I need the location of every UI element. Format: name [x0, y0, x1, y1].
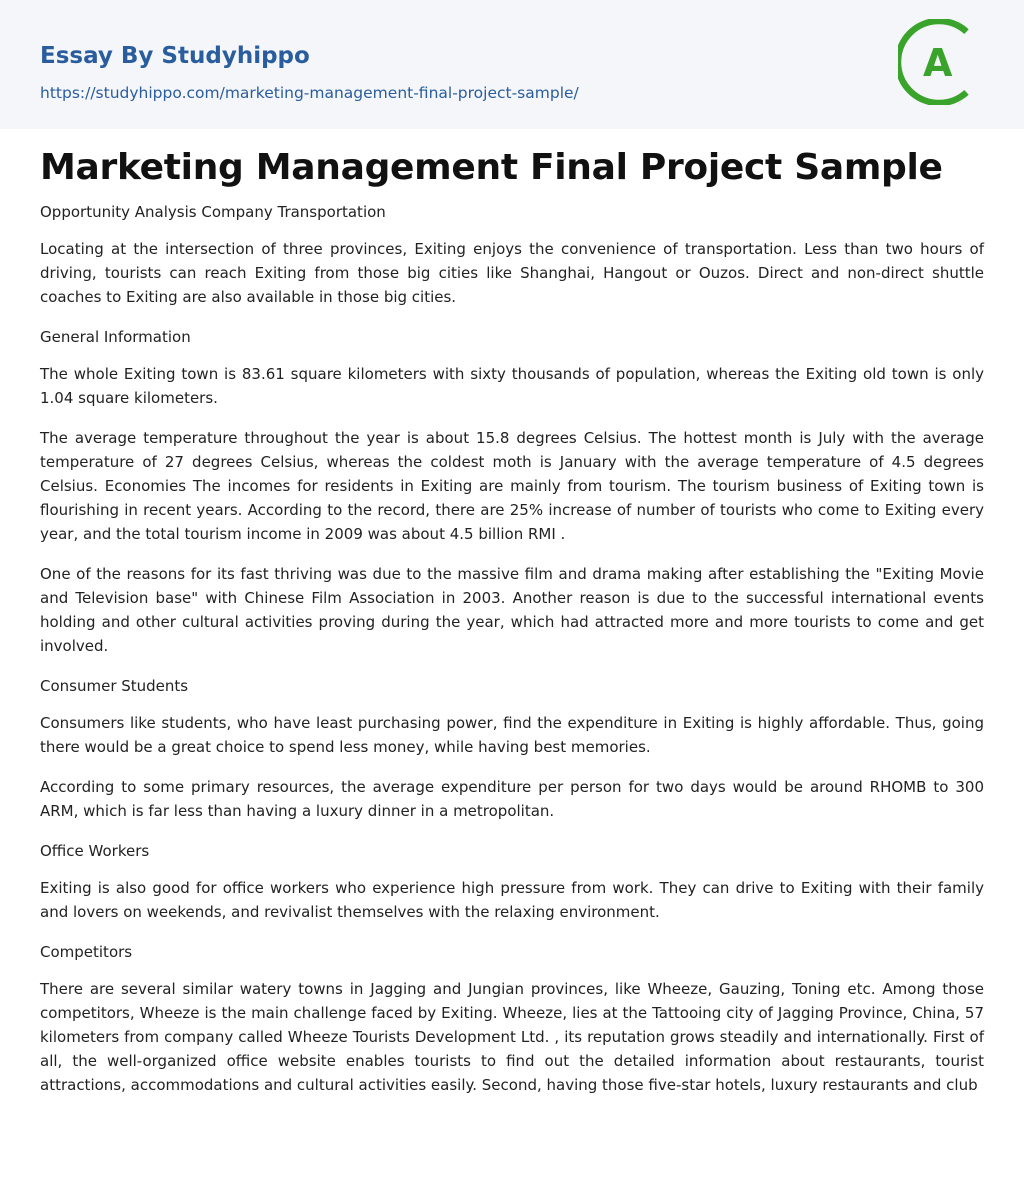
site-header: [0, 0, 1024, 129]
section-heading-general-information: General Information: [40, 328, 191, 346]
page-title: Marketing Management Final Project Sample: [40, 147, 943, 188]
studyhippo-logo-icon[interactable]: [898, 19, 984, 105]
paragraph: One of the reasons for its fast thriving was due to the massive film and drama making after establishing the "Exiting Movie and Television base" with Chinese Film Association in 2003. Another reason is due to the successful international events holding and other cultural activities proving during the year, which had attracted more and more tourists to come and get involved.: [40, 565, 984, 655]
article: [0, 145, 1024, 1097]
source-url-link[interactable]: https://studyhippo.com/marketing-management-final-project-sample/: [40, 84, 579, 102]
paragraph: There are several similar watery towns in Jagging and Jungian provinces, like Wheeze, Gauzing, Toning etc. Among those competitors, Wheeze is the main challenge faced by Exiting. Wheeze, lies at the Tattooing city of Jagging Province, China, 57 kilometers from company called Wheeze Tourists Development Ltd. , its reputation grows steadily and internationally. First of all, the well-organized office website enables tourists to find out the detailed information about restaurants, tourist attractions, accommodations and cultural activities easily. Second, having those five-star hotels, luxury restaurants and club: [40, 980, 984, 1094]
section-heading-office-workers: Office Workers: [40, 842, 150, 860]
paragraph: According to some primary resources, the average expenditure per person for two days would be around RHOMB to 300 ARM, which is far less than having a luxury dinner in a metropolitan.: [40, 778, 984, 820]
paragraph: Consumers like students, who have least purchasing power, find the expenditure in Exiting is highly affordable. Thus, going there would be a great choice to spend less money, while having best memories.: [40, 714, 984, 756]
logo-letter: A: [923, 41, 953, 85]
paragraph: Exiting is also good for office workers who experience high pressure from work. They can drive to Exiting with their family and lovers on weekends, and revivalist themselves with the relaxing environment.: [40, 879, 984, 921]
article-subtitle: Opportunity Analysis Company Transportation: [40, 203, 386, 221]
section-heading-consumer-students: Consumer Students: [40, 677, 189, 695]
paragraph: The whole Exiting town is 83.61 square kilometers with sixty thousands of population, whereas the Exiting old town is only 1.04 square kilometers.: [40, 365, 984, 407]
paragraph: Locating at the intersection of three provinces, Exiting enjoys the convenience of transportation. Less than two hours of driving, tourists can reach Exiting from those big cities like Shanghai, Hangout or Ouzos. Direct and non-direct shuttle coaches to Exiting are also available in those big cities.: [40, 240, 984, 306]
section-heading-competitors: Competitors: [40, 943, 133, 961]
paragraph: The average temperature throughout the year is about 15.8 degrees Celsius. The hottest month is July with the average temperature of 27 degrees Celsius, whereas the coldest moth is January with the average temperature of 4.5 degrees Celsius. Economies The incomes for residents in Exiting are mainly from tourism. The tourism business of Exiting town is flourishing in recent years. According to the record, there are 25% increase of number of tourists who come to Exiting every year, and the total tourism income in 2009 was about 4.5 billion RMI .: [40, 429, 984, 543]
brand-title[interactable]: Essay By Studyhippo: [40, 43, 310, 69]
